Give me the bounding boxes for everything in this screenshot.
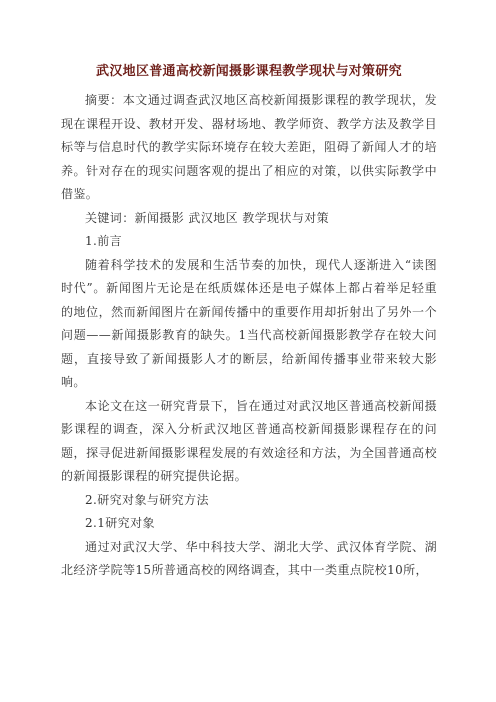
section-1-paragraph-1: 随着科学技术的发展和生活节奏的加快，现代人逐渐进入“读图时代”。新闻图片无论是在纸质媒体还是电子媒体上都占着举足轻重的地位，然而新闻图片在新闻传播中的重要作用却折射出了另外一个问题——新闻摄影教育的缺失。1当代高校新闻摄影教学存在较大问题，直接导致了新闻摄影人才的断层，给新闻传播事业带来较大影响。 — [61, 257, 437, 389]
section-2-1-heading: 2.1研究对象 — [85, 516, 155, 530]
section-2-heading: 2.研究对象与研究方法 — [85, 492, 209, 507]
section-1-paragraph-2: 本论文在这一研究背景下，旨在通过对武汉地区普通高校新闻摄影课程的调查，深入分析武汉地区普通高校新闻摄影课程存在的问题，探寻促进新闻摄影课程发展的有效途径和方法，为全国普通高校的新闻摄影课程的研究提供论据。 — [61, 398, 437, 483]
section-1-heading: 1.前言 — [85, 234, 123, 248]
abstract-paragraph: 摘要：本文通过调查武汉地区高校新闻摄影课程的教学现状，发现在课程开设、教材开发、器材场地、教学师资、教学方法及教学目标等与信息时代的教学实际环境存在较大差距，阻碍了新闻人才的培养。针对存在的现实问题客观的提出了相应的对策，以供实际教学中借鉴。 — [61, 93, 437, 201]
document-body — [61, 64, 437, 583]
document-title: 武汉地区普通高校新闻摄影课程教学现状与对策研究 — [96, 64, 402, 79]
keywords-line: 关键词：新闻摄影 武汉地区 教学现状与对策 — [85, 210, 330, 225]
section-2-1-paragraph: 通过对武汉大学、华中科技大学、湖北大学、武汉体育学院、湖北经济学院等15所普通高校的网络调查，其中一类重点院校10所， — [61, 539, 437, 577]
